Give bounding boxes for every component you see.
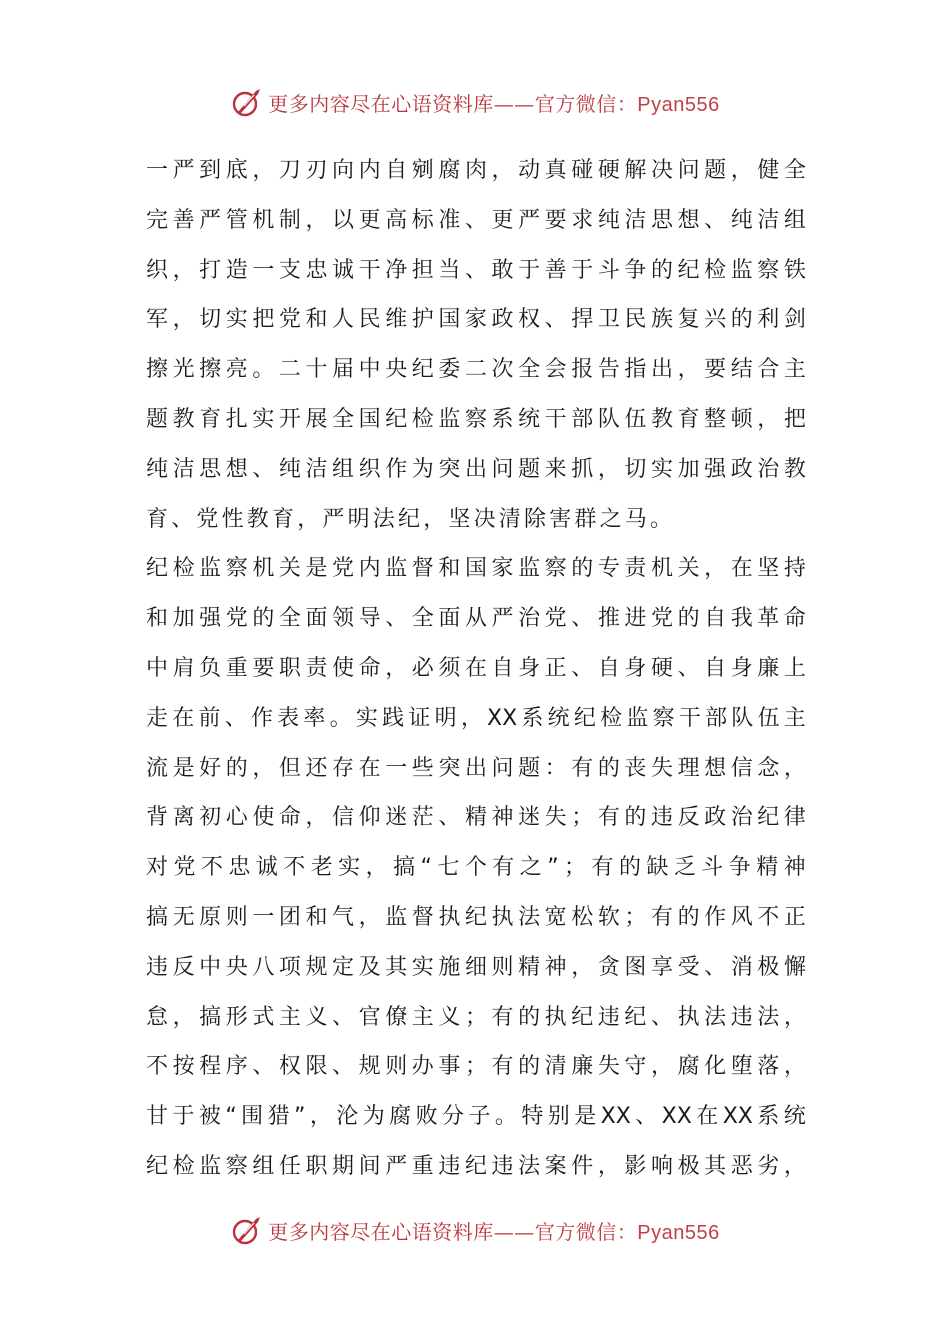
text-line: 纪 检 监 察 机 关 是 党 内 监 督 和 国 家 监 察 的 专 责 机 关 ， 在 坚 持 [146,556,806,582]
header-banner [0,82,950,122]
text-line: 一 严 到 底 ， 刀 刃 向 内 自 剜 腐 肉 ， 动 真 碰 硬 解 决 问 题 ， 健 全 [146,158,806,183]
text-line: 甘 于 被 “ 围 猎 ” ， 沦 为 腐 败 分 子 。 特 别 是 XX 、 XX 在 XX 系 统 [146,1104,806,1130]
text-line: 流 是 好 的 ， 但 还 存 在 一 些 突 出 问 题 ： 有 的 丧 失 理 想 信 念 ， [146,755,806,781]
text-line: 擦 光 擦 亮 。 二 十 届 中 央 纪 委 二 次 全 会 报 告 指 出 ， 要 结 合 主 [146,357,806,383]
text-line: 织 ， 打 造 一 支 忠 诚 干 净 担 当 、 敢 于 善 于 斗 争 的 纪 检 监 察 铁 [146,257,806,283]
text-line: 纪 检 监 察 组 任 职 期 间 严 重 违 纪 违 法 案 件 ， 影 响 极 其 恶 劣 ， [146,1153,806,1179]
banner-text: 更多内容尽在心语资料库——官方微信：Pyan556 [268,91,720,116]
text-line: 不 按 程 序 、 权 限 、 规 则 办 事 ； 有 的 清 廉 失 守 ， 腐 化 堕 落 ， [146,1054,806,1080]
text-line: 背 离 初 心 使 命 ， 信 仰 迷 茫 、 精 神 迷 失 ； 有 的 违 反 政 治 纪 律 [146,805,806,831]
text-line: 纯 洁 思 想 、 纯 洁 组 织 作 为 突 出 问 题 来 抓 ， 切 实 加 强 政 治 教 [146,456,806,482]
text-line: 完 善 严 管 机 制 ， 以 更 高 标 准 、 更 严 要 求 纯 洁 思 想 、 纯 洁 组 [146,207,806,233]
text-line: 违 反 中 央 八 项 规 定 及 其 实 施 细 则 精 神 ， 贪 图 享 受 、 消 极 懈 [146,954,806,980]
quill-pen-logo-icon [230,85,264,119]
text-line: 题 教 育 扎 实 开 展 全 国 纪 检 监 察 系 统 干 部 队 伍 教 育 整 顿 ， 把 [146,406,806,432]
document-body [146,146,806,1192]
text-line: 搞 无 原 则 一 团 和 气 ， 监 督 执 纪 执 法 宽 松 软 ； 有 的 作 风 不 正 [146,904,806,930]
text-line: 走 在 前 、 作 表 率 。 实 践 证 明 ， XX 系 统 纪 检 监 察 干 部 队 伍 主 [146,705,806,731]
banner-text: 更多内容尽在心语资料库——官方微信：Pyan556 [268,1219,720,1244]
text-line: 和 加 强 党 的 全 面 领 导 、 全 面 从 严 治 党 、 推 进 党 的 自 我 革 命 [146,606,806,632]
text-line: 对 党 不 忠 诚 不 老 实 ， 搞 “ 七 个 有 之 ” ； 有 的 缺 乏 斗 争 精 神 [146,855,806,881]
text-line: 育、党性教育，严明法纪，坚决清除害群之马。 [146,506,676,532]
paragraph [146,146,806,544]
quill-pen-logo-icon [230,1213,264,1247]
paragraph [146,544,806,1191]
text-line: 怠 ， 搞 形 式 主 义 、 官 僚 主 义 ； 有 的 执 纪 违 纪 、 执 法 违 法 ， [146,1004,806,1030]
footer-banner [0,1210,950,1250]
text-line: 中 肩 负 重 要 职 责 使 命 ， 必 须 在 自 身 正 、 自 身 硬 、 自 身 廉 上 [146,655,806,681]
text-line: 军 ， 切 实 把 党 和 人 民 维 护 国 家 政 权 、 捍 卫 民 族 复 兴 的 利 剑 [146,307,806,333]
